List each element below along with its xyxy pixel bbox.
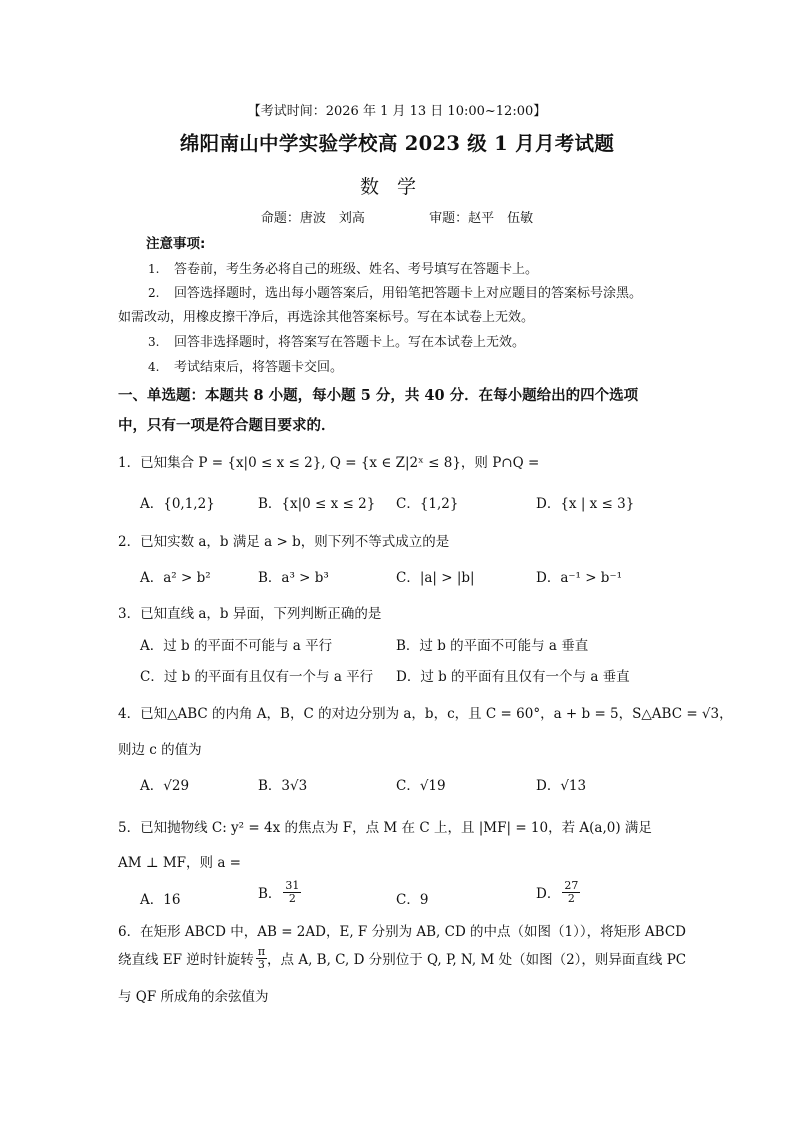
question-6-stem: 6．在矩形 ABCD 中，AB = 2AD，E, F 分别为 AB, CD 的中点（如图（1）），将矩形 ABCD — [118, 924, 687, 940]
notice-title: 注意事项: — [146, 236, 206, 252]
q5-option-d-fraction: $\frac{27}{2}$ — [564, 879, 579, 905]
q5-option-a: A．16 — [140, 892, 181, 908]
q2-option-d: D．a⁻¹ > b⁻¹ — [536, 570, 622, 586]
q2-option-c: C．|a| > |b| — [396, 570, 475, 586]
q3-option-c: C．过 b 的平面有且仅有一个与 a 平行 — [140, 669, 374, 685]
question-5-stem-cont: AM ⊥ MF，则 a = — [118, 855, 241, 871]
notice-item-continued: 如需改动，用橡皮擦干净后，再选涂其他答案标号。写在本试卷上无效。 — [118, 310, 535, 325]
setter-label: 命题： — [260, 211, 300, 226]
q5-option-d: D． $\frac{27}{2}$ — [536, 879, 579, 905]
q3-option-b: B．过 b 的平面不可能与 a 垂直 — [396, 638, 589, 654]
q1-option-b: B．{x|0 ≤ x ≤ 2} — [258, 496, 376, 512]
section-heading-line1: 一、单选题：本题共 8 小题，每小题 5 分，共 40 分．在每小题给出的四个选项 — [118, 387, 639, 404]
q4-option-b: B．3√3 — [258, 778, 308, 794]
authors-line — [0, 207, 794, 226]
q1-option-d: D．{x | x ≤ 3} — [536, 496, 635, 512]
q2-option-a: A．a² > b² — [140, 570, 211, 586]
q4-option-d: D．√13 — [536, 778, 587, 794]
q5-option-b-fraction: $\frac{31}{2}$ — [285, 879, 300, 905]
notice-item: 4. 考试结束后，将答题卡交回。 — [148, 360, 344, 375]
pi-over-three-fraction: $\frac{\pi}{3}$ — [257, 945, 266, 971]
notice-item: 3. 回答非选择题时，将答案写在答题卡上。写在本试卷上无效。 — [148, 335, 526, 350]
question-4-stem-cont: 则边 c 的值为 — [118, 742, 202, 758]
question-4-stem: 4．已知△ABC 的内角 A，B，C 的对边分别为 a，b，c，且 C = 60°，a + b = 5，S△ABC = √3， — [118, 706, 733, 722]
notice-item: 1. 答卷前，考生务必将自己的班级、姓名、考号填写在答题卡上。 — [148, 262, 539, 277]
reviewers: 赵平 伍敏 — [468, 211, 534, 226]
q4-option-c: C．√19 — [396, 778, 446, 794]
q3-option-a: A．过 b 的平面不可能与 a 平行 — [140, 638, 333, 654]
q1-option-a: A．{0,1,2} — [140, 496, 215, 512]
q2-option-b: B．a³ > b³ — [258, 570, 329, 586]
question-1-stem: 1．已知集合 P = {x|0 ≤ x ≤ 2}, Q = {x ∈ Z|2ˣ ≤ 8}，则 P∩Q = — [118, 455, 540, 471]
question-3-stem: 3．已知直线 a，b 异面，下列判断正确的是 — [118, 606, 382, 622]
question-2-stem: 2．已知实数 a，b 满足 a > b，则下列不等式成立的是 — [118, 534, 450, 550]
q1-option-c: C．{1,2} — [396, 496, 459, 512]
exam-title: 绵阳南山中学实验学校高 2023 级 1 月月考试题 — [179, 132, 615, 155]
exam-time: 【考试时间：2026 年 1 月 13 日 10:00~12:00】 — [247, 104, 547, 119]
question-6-stem-cont: 绕直线 EF 逆时针旋转 $\frac{\pi}{3}$ ，点 A, B, C, D 分别位于 Q, P, N, M 处（如图（2），则异面直线 PC — [118, 945, 687, 971]
q4-option-a: A．√29 — [140, 778, 190, 794]
question-6-stem-cont2: 与 QF 所成角的余弦值为 — [118, 989, 269, 1005]
notice-item: 2. 回答选择题时，选出每小题答案后，用铅笔把答题卡上对应题目的答案标号涂黑。 — [148, 286, 643, 301]
question-5-stem: 5．已知抛物线 C: y² = 4x 的焦点为 F，点 M 在 C 上，且 |MF| = 10，若 A(a,0) 满足 — [118, 820, 652, 836]
exam-subject: 数学 — [359, 176, 434, 198]
reviewer-label: 审题： — [429, 211, 469, 226]
q5-option-b: B． $\frac{31}{2}$ — [258, 879, 300, 905]
section-heading-line2: 中，只有一项是符合题目要求的． — [118, 417, 336, 434]
q3-option-d: D．过 b 的平面有且仅有一个与 a 垂直 — [396, 669, 630, 685]
q5-option-c: C．9 — [396, 892, 429, 908]
setters: 唐波 刘高 — [299, 211, 365, 226]
